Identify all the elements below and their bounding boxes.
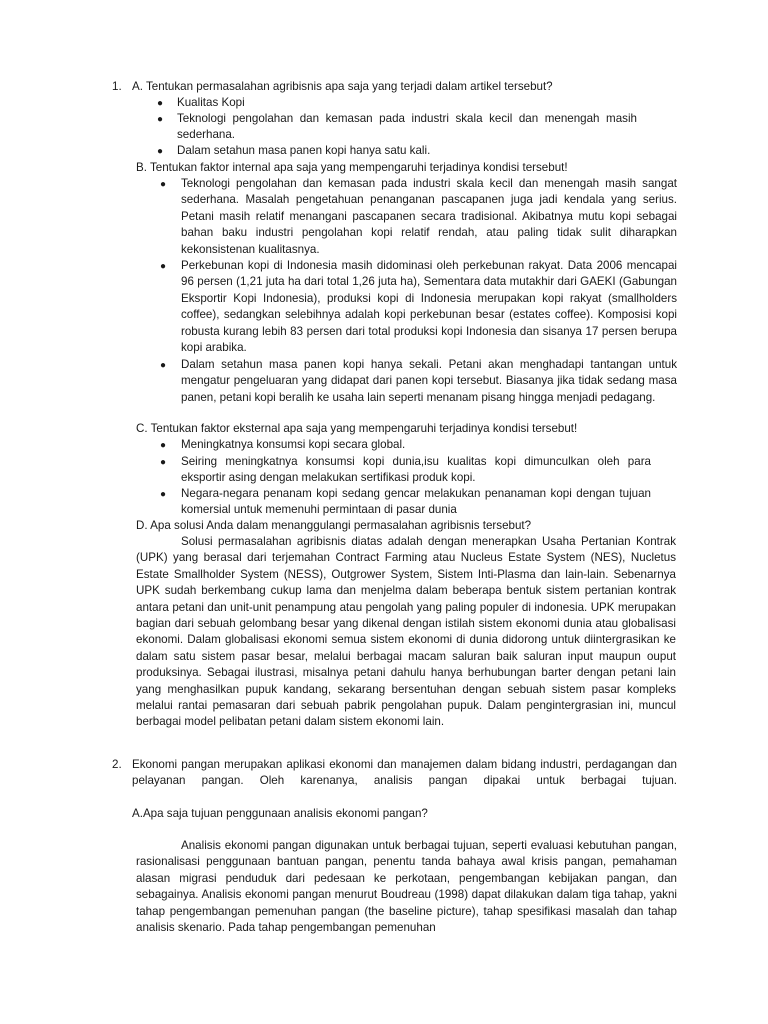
- q1a-bullet-1: Kualitas Kopi: [177, 96, 245, 109]
- question-1c-heading: C. Tentukan faktor eksternal apa saja yang mempengaruhi terjadinya kondisi tersebut!: [136, 422, 578, 435]
- q1b-bullet-3: Dalam setahun masa panen kopi hanya sekali. Petani akan menghadapi tantangan untuk mengatur pengeluaran yang didapat dari panen kopi tersebut. Biasanya jika tidak sedang masa panen, petani kopi beralih ke usaha lain seperti menanam pisang hingga menjadi pedagang.: [181, 358, 677, 404]
- q1a-bullet-3: Dalam setahun masa panen kopi hanya satu kali.: [177, 144, 431, 157]
- q1c-bullet-2: Seiring meningkatnya konsumsi kopi dunia,isu kualitas kopi dimunculkan oleh para eksportir asing dengan melakukan sertifikasi produk kopi.: [181, 455, 651, 485]
- question-1d-heading: D. Apa solusi Anda dalam menanggulangi permasalahan agribisnis tersebut?: [136, 519, 532, 532]
- q1c-bullet-3: Negara-negara penanam kopi sedang gencar melakukan penanaman kopi dengan tujuan komersial untuk memenuhi permintaan di pasar dunia: [181, 487, 651, 517]
- bullet-icon: ●: [157, 98, 164, 109]
- q1a-bullet-2: Teknologi pengolahan dan kemasan pada industri skala kecil dan menengah masih sederhana.: [177, 112, 637, 142]
- bullet-icon: ●: [160, 261, 167, 272]
- question-2-intro: Ekonomi pangan merupakan aplikasi ekonomi dan manajemen dalam bidang industri, perdagangan dan pelayanan pangan. Oleh karenanya, analisis pangan dipakai untuk berbagai tujuan.: [132, 758, 677, 788]
- q1b-bullet-2: Perkebunan kopi di Indonesia masih didominasi oleh perkebunan rakyat. Data 2006 mencapai 96 persen (1,21 juta ha dari total 1,26 juta ha), Sementara data mutakhir dari GAEKI (Gabungan Eksportir Kopi Indonesia), produksi kopi di Indonesia merupakan kopi rakyat (smallholders coffee), sedangkan selebihnya adalah kopi perkebunan besar (estates coffee). Komposisi kopi robusta kurang lebih 83 persen dari total produksi kopi Indonesia dan sisanya 17 persen berupa kopi arabika.: [181, 259, 677, 355]
- bullet-icon: ●: [160, 360, 167, 371]
- question-2-number: 2.: [112, 758, 122, 771]
- q1b-bullet-1: Teknologi pengolahan dan kemasan pada industri skala kecil dan menengah masih sangat sederhana. Masalah pengetahuan penanganan pascapanen juga jadi kendala yang serius. Petani masih relatif menangani pascapanen secara tradisional. Akibatnya mutu kopi sebagai bahan baku industri pengolahan kopi relatif rendah, atau paling tidak sulit diharapkan kekonsistenan kualitasnya.: [181, 177, 677, 256]
- question-1a-heading: A. Tentukan permasalahan agribisnis apa saja yang terjadi dalam artikel tersebut?: [132, 80, 553, 93]
- q1c-bullet-1: Meningkatnya konsumsi kopi secara global.: [181, 438, 406, 451]
- bullet-icon: ●: [160, 440, 167, 451]
- bullet-icon: ●: [157, 114, 164, 125]
- bullet-icon: ●: [160, 457, 167, 468]
- question-2a-answer: Analisis ekonomi pangan digunakan untuk berbagai tujuan, seperti evaluasi kebutuhan pangan, rasionalisasi penggunaan bantuan pangan, penentu tanda bahaya awal krisis pangan, pemahaman alasan migrasi penduduk dari pedesaan ke perkotaan, pengembangan kebijakan pangan, dan sebagainya. Analisis ekonomi pangan menurut Boudreau (1998) dapat dilakukan dalam tiga tahap, yakni tahap pengembangan pemenuhan pangan (the baseline picture), tahap spesifikasi masalah dan tahap analisis skenario. Pada tahap pengembangan pemenuhan: [136, 839, 677, 935]
- question-1-number: 1.: [112, 80, 122, 93]
- bullet-icon: ●: [160, 489, 167, 500]
- bullet-icon: ●: [160, 179, 167, 190]
- question-1d-answer: Solusi permasalahan agribisnis diatas adalah dengan menerapkan Usaha Pertanian Kontrak (UPK) yang berasal dari terjemahan Contract Farming atau Nucleus Estate System (NES), Nucletus Estate Smallholder System (NESS), Outgrower System, Sistem Inti-Plasma dan lain-lain. Sebenarnya UPK sudah berkembang cukup lama dan menjelma dalam beberapa bentuk sistem pertanian kontrak antara petani dan unit-unit penampung atau pengolah yang paling populer di indonesia. UPK merupakan bagian dari sebuah gelombang besar yang dikenal dengan istilah sistem ekonomi dunia atau globalisasi ekonomi. Dalam globalisasi ekonomi semua sistem ekonomi di dunia didorong untuk diintergrasikan ke dalam satu sistem pasar besar, melalui berbagai macam saluran baik saluran input maupun ouput produksinya. Sebagai ilustrasi, misalnya petani dahulu hanya berhubungan barter dengan petani lain yang menghasilkan pupuk kandang, sekarang bersentuhan dengan sebuah sistem pasar kompleks melalui rantai pemasaran dari sebuah pabrik pengolahan pupuk. Dalam pengintergrasian ini, muncul berbagai model pelibatan petani dalam sistem ekonomi lain.: [136, 535, 676, 729]
- bullet-icon: ●: [157, 146, 164, 157]
- question-2a-heading: A.Apa saja tujuan penggunaan analisis ekonomi pangan?: [132, 807, 428, 820]
- question-1b-heading: B. Tentukan faktor internal apa saja yang mempengaruhi terjadinya kondisi tersebut!: [136, 161, 568, 174]
